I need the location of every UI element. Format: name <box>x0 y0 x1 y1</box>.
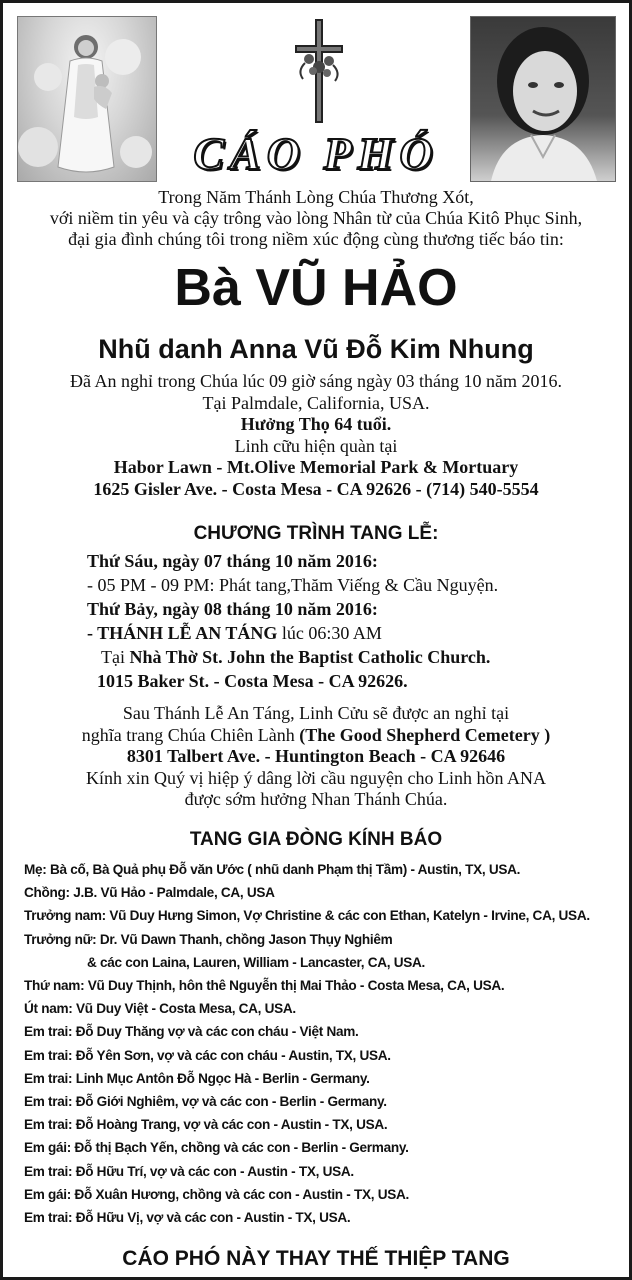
family-member: Em trai: Đỗ Hoàng Trang, vợ và các con - Austin - TX, USA. <box>24 1117 388 1133</box>
page-title: CÁO PHÓ <box>193 128 439 179</box>
deceased-name: Bà VŨ HẢO <box>174 259 458 317</box>
cemetery-prefix: nghĩa trang Chúa Chiên Lành <box>81 724 300 745</box>
mortuary-name: Habor Lawn - Mt.Olive Memorial Park & Mortuary <box>113 457 519 477</box>
family-member: Chồng: J.B. Vũ Hảo - Palmdale, CA, USA <box>24 885 275 901</box>
program-heading: CHƯƠNG TRÌNH TANG LỄ: <box>193 523 439 544</box>
passing-date: Đã An nghỉ trong Chúa lúc 09 giờ sáng ngày 03 tháng 10 năm 2016. <box>70 371 562 391</box>
family-member: Em trai: Linh Mục Antôn Đỗ Ngọc Hà - Berlin - Germany. <box>24 1070 370 1086</box>
mass-label: - THÁNH LỄ AN TÁNG <box>87 623 278 643</box>
family-heading: TANG GIA ĐÒNG KÍNH BÁO <box>189 829 443 850</box>
cemetery-line <box>11 725 621 747</box>
intro-text <box>11 187 621 250</box>
cross-icon <box>287 15 351 127</box>
day2-title: Thứ Bảy, ngày 08 tháng 10 năm 2016: <box>87 599 378 619</box>
burial-info <box>11 703 621 811</box>
cemetery-name: (The Good Shepherd Cemetery ) <box>299 724 551 745</box>
church-name: Nhà Thờ St. John the Baptist Catholic Church. <box>129 647 491 667</box>
family-member: Em gái: Đỗ Xuân Hương, chồng và các con - Austin - TX, USA. <box>24 1186 409 1202</box>
family-member: Em trai: Đỗ Duy Thăng vợ và các con cháu - Việt Nam. <box>24 1024 359 1040</box>
day1-detail: - 05 PM - 09 PM: Phát tang,Thăm Viếng & Cầu Nguyện. <box>87 575 499 595</box>
family-member: Thứ nam: Vũ Duy Thịnh, hôn thê Nguyễn thị Mai Thảo - Costa Mesa, CA, USA. <box>24 978 505 994</box>
family-member: Mẹ: Bà cố, Bà Quả phụ Đỗ văn Ước ( nhũ danh Phạm thị Tầm) - Austin, TX, USA. <box>24 862 521 877</box>
family-member: Trưởng nữ: Dr. Vũ Dawn Thanh, chồng Jason Thụy Nghiêm <box>24 931 393 947</box>
family-member: Em trai: Đỗ Hữu Trí, vợ và các con - Austin - TX, USA. <box>24 1163 354 1179</box>
prayer-line: được sớm hưởng Nhan Thánh Chúa. <box>184 789 448 809</box>
church-address: 1015 Baker St. - Costa Mesa - CA 92626. <box>97 671 408 691</box>
family-member: Út nam: Vũ Duy Việt - Costa Mesa, CA, USA. <box>24 1001 296 1017</box>
family-member: Em trai: Đỗ Hữu Vị, vợ và các con - Austin - TX, USA. <box>24 1210 351 1226</box>
program-schedule <box>87 549 619 693</box>
family-list <box>24 858 625 1229</box>
passing-place: Tại Palmdale, California, USA. <box>202 392 430 413</box>
mortuary-address: 1625 Gisler Ave. - Costa Mesa - CA 92626 - (714) 540-5554 <box>93 478 539 499</box>
intro-line: Trong Năm Thánh Lòng Chúa Thương Xót, <box>158 187 474 207</box>
day1-title: Thứ Sáu, ngày 07 tháng 10 năm 2016: <box>87 551 378 571</box>
church-line <box>87 645 619 669</box>
family-member: Trưởng nam: Vũ Duy Hưng Simon, Vợ Christine & các con Ethan, Katelyn - Irvine, CA, USA. <box>24 908 590 924</box>
family-member: & các con Laina, Lauren, William - Lancaster, CA, USA. <box>87 954 425 970</box>
family-member: Em trai: Đỗ Yên Sơn, vợ và các con cháu - Austin, TX, USA. <box>24 1047 391 1063</box>
maiden-name: Nhũ danh Anna Vũ Đỗ Kim Nhung <box>98 334 534 364</box>
church-prefix: Tại <box>101 647 130 667</box>
death-info <box>11 371 621 500</box>
burial-line: Sau Thánh Lễ An Táng, Linh Cửu sẽ được an nghỉ tại <box>122 703 510 723</box>
mass-line <box>87 621 619 645</box>
family-member: Em trai: Đỗ Giới Nghiêm, vợ và các con - Berlin - Germany. <box>24 1094 387 1110</box>
intro-line: với niềm tin yêu và cậy trông vào lòng Nhân từ của Chúa Kitô Phục Sinh, <box>49 208 583 228</box>
intro-line: đại gia đình chúng tôi trong niềm xúc động cùng thương tiếc báo tin: <box>68 229 564 249</box>
footer-note: CÁO PHÓ NÀY THAY THẾ THIỆP TANG <box>122 1247 510 1270</box>
mass-time: lúc 06:30 AM <box>277 623 382 643</box>
age-text: Hưởng Thọ 64 tuổi. <box>240 414 392 434</box>
prayer-line: Kính xin Quý vị hiệp ý dâng lời cầu nguyện cho Linh hồn ANA <box>86 767 546 788</box>
family-member: Em gái: Đỗ thị Bạch Yến, chồng và các con - Berlin - Germany. <box>24 1140 409 1156</box>
lying-text: Linh cữu hiện quàn tại <box>234 435 398 456</box>
cemetery-address: 8301 Talbert Ave. - Huntington Beach - CA 92646 <box>126 746 506 766</box>
